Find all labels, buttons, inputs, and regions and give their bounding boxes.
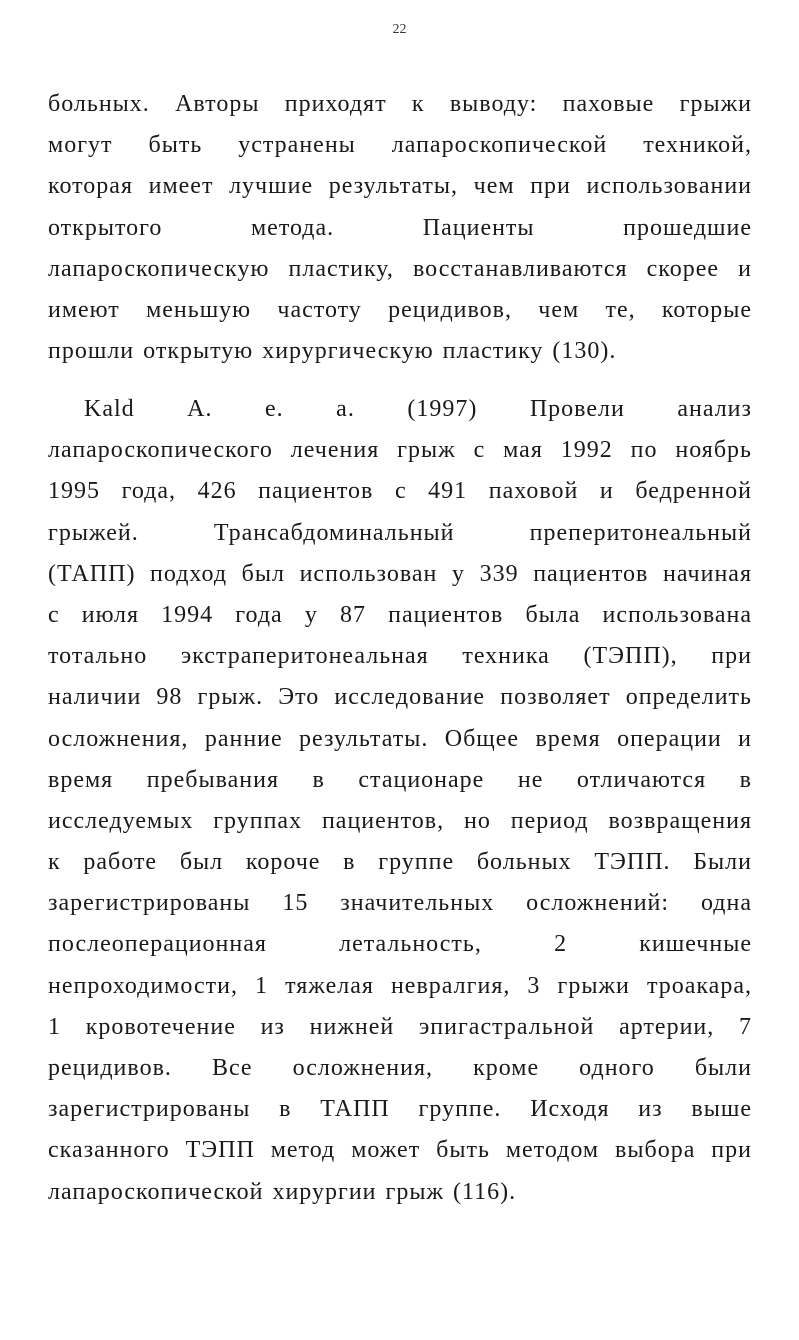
text-line: к работе был короче в группе больных ТЭПП. Были	[48, 849, 752, 876]
text-line: исследуемых группах пациентов, но период возвращения	[48, 807, 752, 834]
text-line: грыжей. Трансабдоминальный преперитонеальный	[48, 519, 752, 546]
text-line: которая имеет лучшие результаты, чем при использовании	[48, 173, 752, 200]
text-line: прошли открытую хирургическую пластику (130).	[48, 338, 617, 365]
text-line: имеют меньшую частоту рецидивов, чем те, которые	[48, 296, 752, 323]
text-line: открытого метода. Пациенты прошедшие	[48, 214, 752, 241]
page-number: 22	[392, 22, 407, 37]
text-line: лапароскопическую пластику, восстанавливаются скорее и	[48, 255, 752, 282]
text-line: зарегистрированы в ТАПП группе. Исходя из выше	[48, 1096, 752, 1123]
text-line: непроходимости, 1 тяжелая невралгия, 3 грыжи троакара,	[48, 972, 752, 999]
text-line: время пребывания в стационаре не отличаются в	[48, 766, 752, 793]
text-line: больных. Авторы приходят к выводу: паховые грыжи	[48, 91, 752, 117]
text-line: с июля 1994 года у 87 пациентов была использована	[48, 601, 752, 628]
text-line: могут быть устранены лапароскопической техникой,	[48, 132, 752, 159]
text-line: тотально экстраперитонеальная техника (ТЭПП), при	[48, 643, 752, 670]
text-line: наличии 98 грыж. Это исследование позволяет определить	[48, 684, 752, 711]
paragraph-continuation	[48, 84, 752, 372]
text-line: (ТАПП) подход был использован у 339 пациентов начиная	[48, 560, 752, 587]
text-line: 1 кровотечение из нижней эпигастральной артерии, 7	[48, 1013, 752, 1040]
text-line: Kald А. е. а. (1997) Провели анализ	[84, 396, 752, 422]
text-line: рецидивов. Все осложнения, кроме одного были	[48, 1055, 752, 1081]
paragraph-kald-study	[48, 389, 752, 1213]
text-line: лапароскопического лечения грыж с мая 1992 по ноябрь	[48, 437, 752, 464]
text-line: 1995 года, 426 пациентов с 491 паховой и бедренной	[48, 478, 752, 505]
text-line: зарегистрированы 15 значительных осложнений: одна	[48, 890, 752, 917]
text-line: послеоперационная летальность, 2 кишечные	[48, 931, 752, 958]
text-line: осложнения, ранние результаты. Общее время операции и	[48, 725, 752, 752]
text-line: лапароскопической хирургии грыж (116).	[48, 1178, 517, 1205]
text-line: сказанного ТЭПП метод может быть методом выбора при	[48, 1137, 752, 1164]
